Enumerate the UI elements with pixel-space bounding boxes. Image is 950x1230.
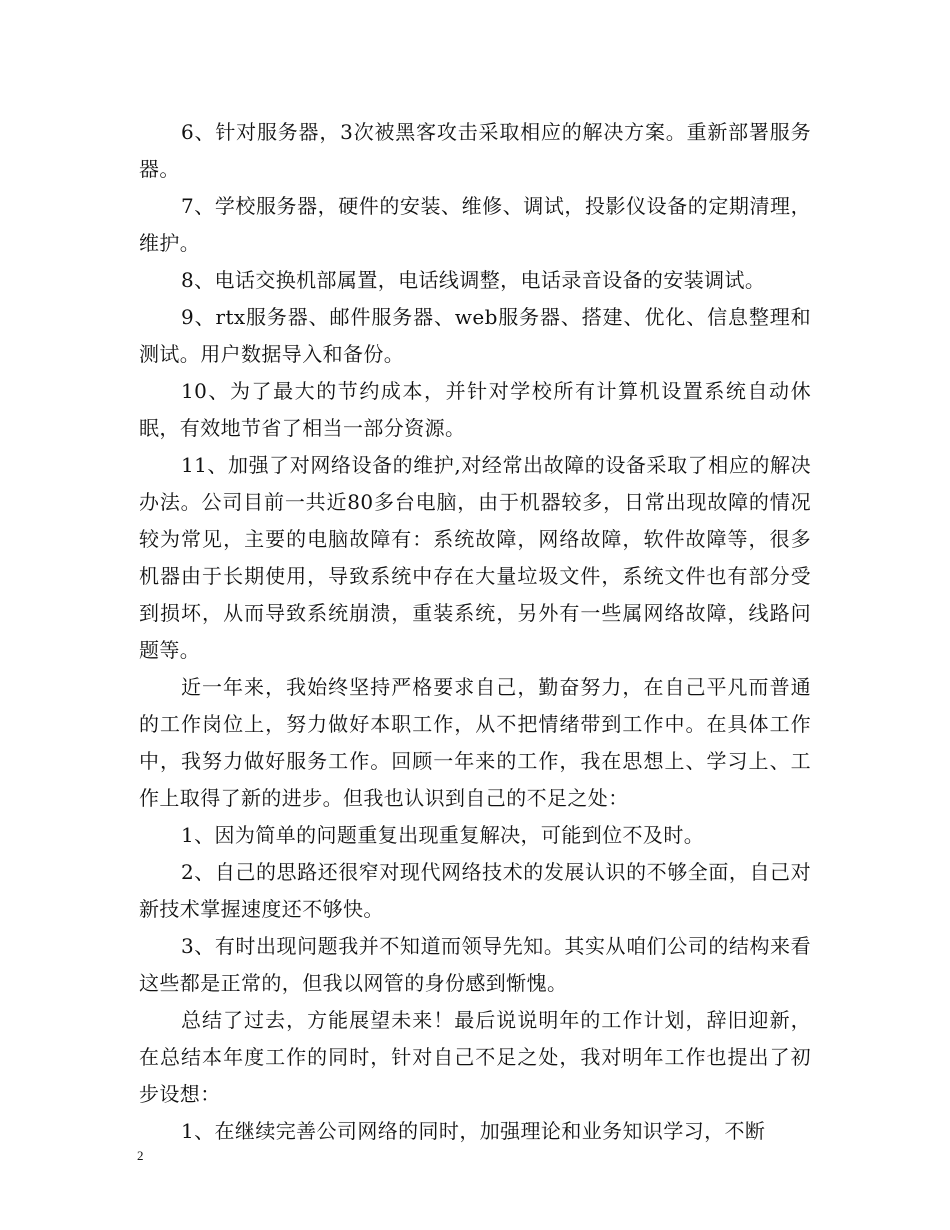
plan-item-1: 1、在继续完善公司网络的同时，加强理论和业务知识学习，不断 xyxy=(181,1119,766,1143)
plan-intro-paragraph: 总结了过去，方能展望未来！最后说说明年的工作计划，辞旧迎新，在总结本年度工作的同时，针对自己不足之处，我对明年工作也提出了初步设想： xyxy=(139,1008,811,1106)
paragraph-item-10: 10、为了最大的节约成本，并针对学校所有计算机设置系统自动休眠，有效地节省了相当一部分资源。 xyxy=(139,379,811,440)
paragraph-item-6: 6、针对服务器，3次被黑客攻击采取相应的解决方案。重新部署服务器。 xyxy=(139,120,811,181)
paragraph-item-8: 8、电话交换机部属置，电话线调整，电话录音设备的安装调试。 xyxy=(181,268,766,292)
shortcoming-item-1: 1、因为简单的问题重复出现重复解决，可能到位不及时。 xyxy=(181,823,705,847)
summary-paragraph: 近一年来，我始终坚持严格要求自己，勤奋努力，在自己平凡而普通的工作岗位上，努力做好本职工作，从不把情绪带到工作中。在具体工作中，我努力做好服务工作。回顾一年来的工作，我在思想上、学习上、工作上取得了新的进步。但我也认识到自己的不足之处： xyxy=(139,675,811,810)
document-body xyxy=(139,114,811,1150)
paragraph-item-11: 11、加强了对网络设备的维护,对经常出故障的设备采取了相应的解决办法。公司目前一共近80多台电脑，由于机器较多，日常出现故障的情况较为常见，主要的电脑故障有：系统故障，网络故障，软件故障等，很多机器由于长期使用，导致系统中存在大量垃圾文件，系统文件也有部分受到损坏，从而导致系统崩溃，重装系统，另外有一些属网络故障，线路问题等。 xyxy=(139,453,811,662)
shortcoming-item-3: 3、有时出现问题我并不知道而领导先知。其实从咱们公司的结构来看这些都是正常的，但我以网管的身份感到惭愧。 xyxy=(139,934,811,995)
page-number: 2 xyxy=(137,1148,144,1163)
shortcoming-item-2: 2、自己的思路还很窄对现代网络技术的发展认识的不够全面，自己对新技术掌握速度还不够快。 xyxy=(139,860,811,921)
paragraph-item-9: 9、rtx服务器、邮件服务器、web服务器、搭建、优化、信息整理和测试。用户数据导入和备份。 xyxy=(139,305,811,366)
paragraph-item-7: 7、学校服务器，硬件的安装、维修、调试，投影仪设备的定期清理，维护。 xyxy=(139,194,811,255)
